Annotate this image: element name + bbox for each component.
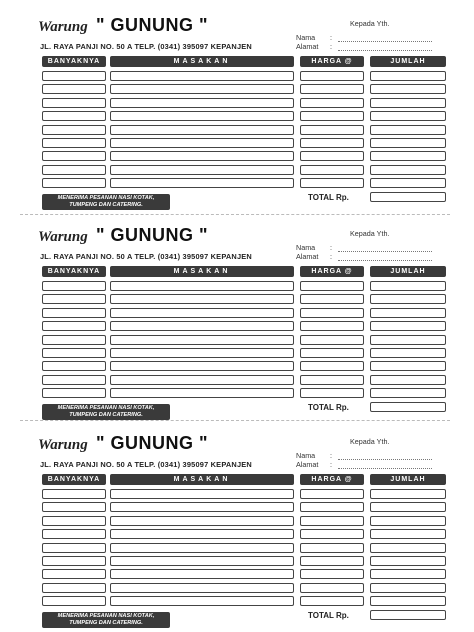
recipient-name-colon: : [330,451,332,460]
price-cell[interactable] [300,138,364,148]
header-harga: HARGA @ [300,56,364,67]
recipient-heading: Kepada Yth. [350,229,390,238]
order-note-line1: MENERIMA PESANAN NASI KOTAK, [57,612,155,619]
dish-cell[interactable] [110,138,294,148]
quantity-cell[interactable] [42,165,106,175]
dish-cell[interactable] [110,308,294,318]
price-cell[interactable] [300,321,364,331]
amount-cell[interactable] [370,294,446,304]
amount-cell[interactable] [370,151,446,161]
price-cell[interactable] [300,502,364,512]
price-cell[interactable] [300,489,364,499]
quantity-cell[interactable] [42,84,106,94]
amount-cell[interactable] [370,84,446,94]
header-banyaknya: BANYAKNYA [42,266,106,277]
header-jumlah: JUMLAH [370,474,446,485]
quantity-cell[interactable] [42,361,106,371]
dish-cell[interactable] [110,516,294,526]
amount-cell[interactable] [370,111,446,121]
receipt-form [0,220,474,420]
header-jumlah: JUMLAH [370,266,446,277]
dish-cell[interactable] [110,543,294,553]
price-cell[interactable] [300,308,364,318]
amount-cell[interactable] [370,596,446,606]
price-cell[interactable] [300,529,364,539]
shop-address: JL. RAYA PANJI NO. 50 A TELP. (0341) 395097 KEPANJEN [40,42,252,51]
quantity-cell[interactable] [42,321,106,331]
amount-cell[interactable] [370,281,446,291]
recipient-address-field[interactable] [338,50,432,51]
recipient-heading: Kepada Yth. [350,437,390,446]
quantity-cell[interactable] [42,98,106,108]
dish-cell[interactable] [110,335,294,345]
price-cell[interactable] [300,516,364,526]
amount-cell[interactable] [370,321,446,331]
dish-cell[interactable] [110,388,294,398]
recipient-address-field[interactable] [338,468,432,469]
recipient-address-colon: : [330,252,332,261]
price-cell[interactable] [300,556,364,566]
quantity-cell[interactable] [42,388,106,398]
quantity-cell[interactable] [42,294,106,304]
amount-cell[interactable] [370,489,446,499]
tear-line [20,214,450,215]
amount-cell[interactable] [370,543,446,553]
price-cell[interactable] [300,596,364,606]
recipient-name-label: Nama [296,451,316,460]
quantity-cell[interactable] [42,489,106,499]
price-cell[interactable] [300,361,364,371]
dish-cell[interactable] [110,151,294,161]
quantity-cell[interactable] [42,151,106,161]
dish-cell[interactable] [110,294,294,304]
recipient-name-field[interactable] [338,251,432,252]
price-cell[interactable] [300,98,364,108]
amount-cell[interactable] [370,583,446,593]
quantity-cell[interactable] [42,516,106,526]
price-cell[interactable] [300,294,364,304]
header-banyaknya: BANYAKNYA [42,56,106,67]
recipient-name-label: Nama [296,243,316,252]
quantity-cell[interactable] [42,335,106,345]
amount-cell[interactable] [370,348,446,358]
receipt-form [0,428,474,628]
recipient-address-label: Alamat [296,460,319,469]
quantity-cell[interactable] [42,596,106,606]
order-note-line2: TUMPENG DAN CATERING. [69,619,143,626]
order-note-line1: MENERIMA PESANAN NASI KOTAK, [57,194,155,201]
price-cell[interactable] [300,281,364,291]
amount-cell[interactable] [370,138,446,148]
amount-cell[interactable] [370,375,446,385]
header-harga: HARGA @ [300,266,364,277]
recipient-address-colon: : [330,460,332,469]
recipient-address-label: Alamat [296,42,319,51]
total-label: TOTAL Rp. [308,610,349,620]
amount-cell[interactable] [370,178,446,188]
dish-cell[interactable] [110,596,294,606]
amount-cell[interactable] [370,165,446,175]
amount-cell[interactable] [370,502,446,512]
price-cell[interactable] [300,335,364,345]
price-cell[interactable] [300,348,364,358]
order-note-line1: MENERIMA PESANAN NASI KOTAK, [57,404,155,411]
amount-cell[interactable] [370,569,446,579]
price-cell[interactable] [300,125,364,135]
dish-cell[interactable] [110,111,294,121]
order-note [42,612,170,628]
price-cell[interactable] [300,543,364,553]
amount-cell[interactable] [370,529,446,539]
price-cell[interactable] [300,165,364,175]
dish-cell[interactable] [110,348,294,358]
quantity-cell[interactable] [42,375,106,385]
price-cell[interactable] [300,151,364,161]
amount-cell[interactable] [370,335,446,345]
header-masakan: MASAKAN [110,56,294,67]
price-cell[interactable] [300,178,364,188]
price-cell[interactable] [300,71,364,81]
dish-cell[interactable] [110,583,294,593]
amount-cell[interactable] [370,516,446,526]
recipient-address-label: Alamat [296,252,319,261]
quantity-cell[interactable] [42,125,106,135]
quantity-cell[interactable] [42,71,106,81]
price-cell[interactable] [300,111,364,121]
recipient-name-field[interactable] [338,459,432,460]
header-harga: HARGA @ [300,474,364,485]
order-note [42,194,170,210]
quantity-cell[interactable] [42,178,106,188]
brand-prefix: Warung [38,19,88,35]
quantity-cell[interactable] [42,308,106,318]
brand-name: " GUNUNG " [96,225,209,245]
receipt-form [0,10,474,210]
dish-cell[interactable] [110,84,294,94]
quantity-cell[interactable] [42,543,106,553]
dish-cell[interactable] [110,569,294,579]
dish-cell[interactable] [110,165,294,175]
dish-cell[interactable] [110,321,294,331]
price-cell[interactable] [300,375,364,385]
price-cell[interactable] [300,388,364,398]
quantity-cell[interactable] [42,529,106,539]
brand-name: " GUNUNG " [96,15,209,35]
amount-cell[interactable] [370,71,446,81]
amount-cell[interactable] [370,98,446,108]
brand-name: " GUNUNG " [96,433,209,453]
dish-cell[interactable] [110,529,294,539]
dish-cell[interactable] [110,361,294,371]
order-note [42,404,170,420]
recipient-name-label: Nama [296,33,316,42]
quantity-cell[interactable] [42,569,106,579]
price-cell[interactable] [300,583,364,593]
tear-line [20,420,450,421]
dish-cell[interactable] [110,281,294,291]
amount-cell[interactable] [370,388,446,398]
dish-cell[interactable] [110,502,294,512]
total-amount-cell[interactable] [370,402,446,412]
shop-address: JL. RAYA PANJI NO. 50 A TELP. (0341) 395097 KEPANJEN [40,460,252,469]
recipient-name-colon: : [330,33,332,42]
header-jumlah: JUMLAH [370,56,446,67]
amount-cell[interactable] [370,361,446,371]
quantity-cell[interactable] [42,138,106,148]
total-amount-cell[interactable] [370,610,446,620]
dish-cell[interactable] [110,556,294,566]
quantity-cell[interactable] [42,348,106,358]
price-cell[interactable] [300,84,364,94]
header-masakan: MASAKAN [110,474,294,485]
dish-cell[interactable] [110,98,294,108]
quantity-cell[interactable] [42,111,106,121]
recipient-name-colon: : [330,243,332,252]
header-banyaknya: BANYAKNYA [42,474,106,485]
shop-address: JL. RAYA PANJI NO. 50 A TELP. (0341) 395097 KEPANJEN [40,252,252,261]
recipient-heading: Kepada Yth. [350,19,390,28]
dish-cell[interactable] [110,375,294,385]
dish-cell[interactable] [110,489,294,499]
dish-cell[interactable] [110,125,294,135]
quantity-cell[interactable] [42,281,106,291]
amount-cell[interactable] [370,556,446,566]
brand-prefix: Warung [38,437,88,453]
price-cell[interactable] [300,569,364,579]
total-amount-cell[interactable] [370,192,446,202]
amount-cell[interactable] [370,308,446,318]
brand-prefix: Warung [38,229,88,245]
total-label: TOTAL Rp. [308,192,349,202]
dish-cell[interactable] [110,71,294,81]
quantity-cell[interactable] [42,556,106,566]
order-note-line2: TUMPENG DAN CATERING. [69,411,143,418]
recipient-name-field[interactable] [338,41,432,42]
quantity-cell[interactable] [42,502,106,512]
recipient-address-field[interactable] [338,260,432,261]
dish-cell[interactable] [110,178,294,188]
recipient-address-colon: : [330,42,332,51]
quantity-cell[interactable] [42,583,106,593]
header-masakan: MASAKAN [110,266,294,277]
amount-cell[interactable] [370,125,446,135]
total-label: TOTAL Rp. [308,402,349,412]
order-note-line2: TUMPENG DAN CATERING. [69,201,143,208]
